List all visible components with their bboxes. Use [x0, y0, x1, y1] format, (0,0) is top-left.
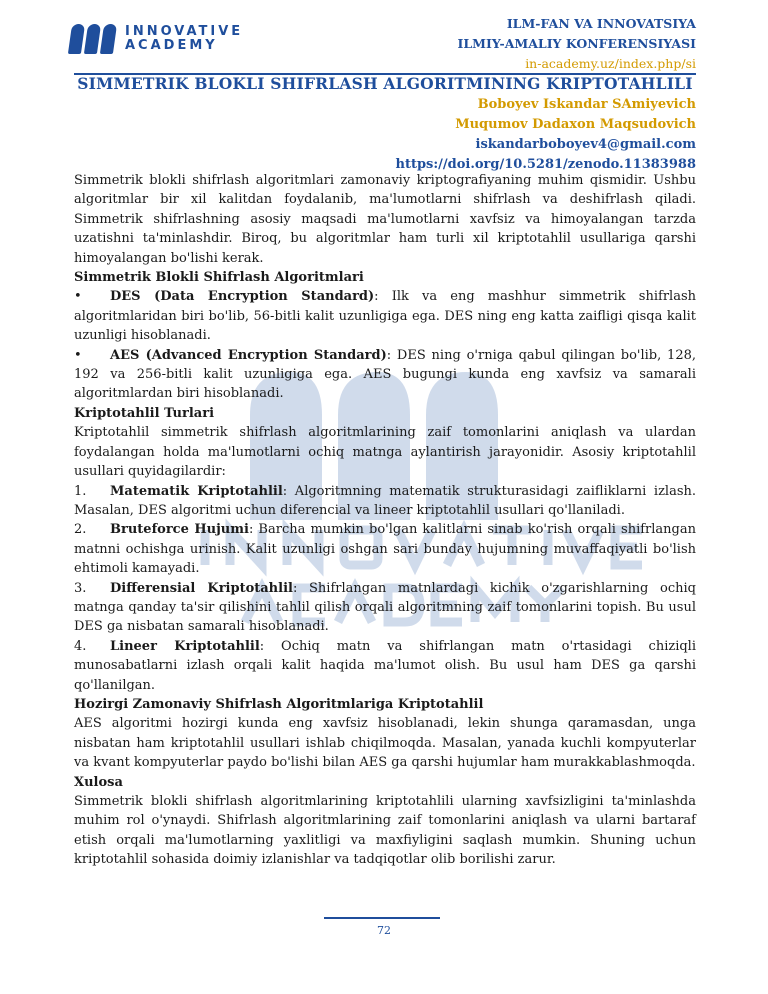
section-heading-types: Kriptotahlil Turlari	[74, 405, 215, 421]
paper-title: SIMMETRIK BLOKLI SHIFRLASH ALGORITMINING KRIPTOTAHLILI	[77, 74, 693, 93]
list-term: Differensial Kriptotahlil	[110, 580, 293, 596]
bullet-icon: •	[74, 289, 82, 305]
innovative-academy-logo	[70, 24, 243, 54]
list-term: DES (Data Encryption Standard)	[110, 289, 375, 305]
list-number: 3.	[74, 580, 87, 596]
list-number: 4.	[74, 638, 87, 654]
section-heading-algorithms: Simmetrik Blokli Shifrlash Algoritmlari	[74, 270, 364, 286]
list-item-aes	[74, 346, 696, 404]
author-block	[396, 95, 697, 175]
numbered-item-1	[74, 482, 696, 521]
list-text: : Ilk va eng mashhur simmetrik shifrlash algoritmlaridan biri bo'lib, 56-bitli kalit uzunligiga ega. DES ning eng katta zaifligi qisqa kalit uzunligi hisoblanadi.	[74, 289, 696, 344]
author-email-link[interactable]: iskandarboboyev4@gmail.com	[475, 137, 696, 152]
list-text: : DES ning o'rniga qabul qilingan bo'lib, 128, 192 va 256-bitli kalit uzunligiga ega. AES bugungi kunda eng xavfsiz va samarali algoritmlardan biri hisoblanadi.	[74, 347, 696, 402]
author-1: Boboyev Iskandar SAmiyevich	[477, 97, 696, 112]
list-text: : Ochiq matn va shifrlangan matn o'rtasidagi chiziqli munosabatlarni izlash orqali kalit haqida ma'lumot olish. Bu usul ham DES ga qarshi qo'llanilgan.	[74, 638, 697, 693]
list-term: Lineer Kriptotahlil	[110, 638, 260, 654]
types-paragraph: Kriptotahlil simmetrik shifrlash algoritmlarining zaif tomonlarini aniqlash va ulardan foydalangan holda ma'lumotlarni ochiq matnga aylantirish jarayonidir. Asosiy kriptotahlil usullari quyidagilardir:	[74, 425, 696, 480]
list-term: Bruteforce Hujumi	[110, 522, 249, 538]
intro-paragraph: Simmetrik blokli shifrlash algoritmlari zamonaviy kriptografiyaning muhim qismidir. Ushbu algoritmlar bir xil kalitdan foydalanib, ma'lumotlarni shifrlash va deshifrlash qiladi. Simmetrik shifrlashning asosiy maqsadi ma'lumotlarni xavfsiz va himoyalangan tarzda uzatishni ta'minlashdir. Biroq, bu algoritmlar ham turli xil kriptotahlil usullariga qarshi himoyalangan bo'lishi kerak.	[74, 173, 696, 266]
paper-body	[74, 171, 696, 870]
author-2: Muqumov Dadaxon Maqsudovich	[455, 117, 696, 132]
logo-text	[125, 25, 243, 53]
list-number: 1.	[74, 483, 87, 499]
doi-link[interactable]: https://doi.org/10.5281/zenodo.11383988	[395, 157, 696, 172]
logo-mark-icon	[70, 24, 115, 54]
list-term: AES (Advanced Encryption Standard)	[110, 347, 387, 363]
modern-paragraph: AES algoritmi hozirgi kunda eng xavfsiz hisoblanadi, lekin shunga qaramasdan, unga nisbatan ham kriptotahlil usullari ishlab chiqilmoqda. Masalan, yanada kuchli kompyuterlar va kvant kompyuterlar paydo bo'lishi bilan AES ga qarshi hujumlar ham murakkablashmoqda.	[74, 716, 696, 771]
numbered-item-3	[74, 579, 696, 637]
bullet-icon: •	[74, 347, 82, 363]
conclusion-paragraph: Simmetrik blokli shifrlash algoritmlarining kriptotahlili ularning xavfsizligini ta'minlashda muhim rol o'ynaydi. Shifrlash algoritmlarining zaif tomonlarini aniqlash va ularni bartaraf etish orqali ma'lumotlarning yaxlitligi va maxfiyligini saqlash mumkin. Shuning uchun kriptotahlil sohasida doimiy izlanishlar va tadqiqotlar olib borilishi zarur.	[74, 794, 696, 868]
section-heading-modern: Hozirgi Zamonaviy Shifrlash Algoritmlariga Kriptotahlil	[74, 696, 484, 712]
conference-line-1: ILM-FAN VA INNOVATSIYA	[506, 16, 696, 31]
list-item-des	[74, 287, 696, 345]
list-text: : Algoritmning matematik strukturasidagi zaifliklarni izlash. Masalan, DES algoritmi uchun diferencial va lineer kriptotahlil usullari qo'llaniladi.	[74, 483, 696, 518]
logo-line-2: ACADEMY	[125, 38, 218, 53]
numbered-item-4	[74, 637, 696, 695]
numbered-item-2	[74, 520, 696, 578]
conference-url-link[interactable]: in-academy.uz/index.php/si	[525, 56, 696, 71]
page-number: 72	[377, 924, 391, 937]
footer-divider	[324, 917, 440, 919]
conference-header	[458, 14, 696, 74]
logo-line-1: INNOVATIVE	[125, 24, 244, 39]
conference-line-2: ILMIY-AMALIY KONFERENSIYASI	[457, 36, 696, 51]
list-term: Matematik Kriptotahlil	[110, 483, 283, 499]
list-number: 2.	[74, 522, 87, 538]
list-text: : Barcha mumkin bo'lgan kalitlarni sinab ko'rish orqali shifrlangan matnni ochishga urinish. Kalit uzunligi oshgan sari bunday hujumning muvaffaqiyatli bo'lish ehtimoli kamayadi.	[74, 522, 696, 577]
section-heading-conclusion: Xulosa	[74, 774, 123, 790]
list-text: : Shifrlangan matnlardagi kichik o'zgarishlarning ochiq matnga qanday ta'sir qilishini tahlil qilish orqali algoritmning zaif tomonlarini topish. Bu usul DES ga nisbatan samarali hisoblanadi.	[74, 580, 696, 635]
